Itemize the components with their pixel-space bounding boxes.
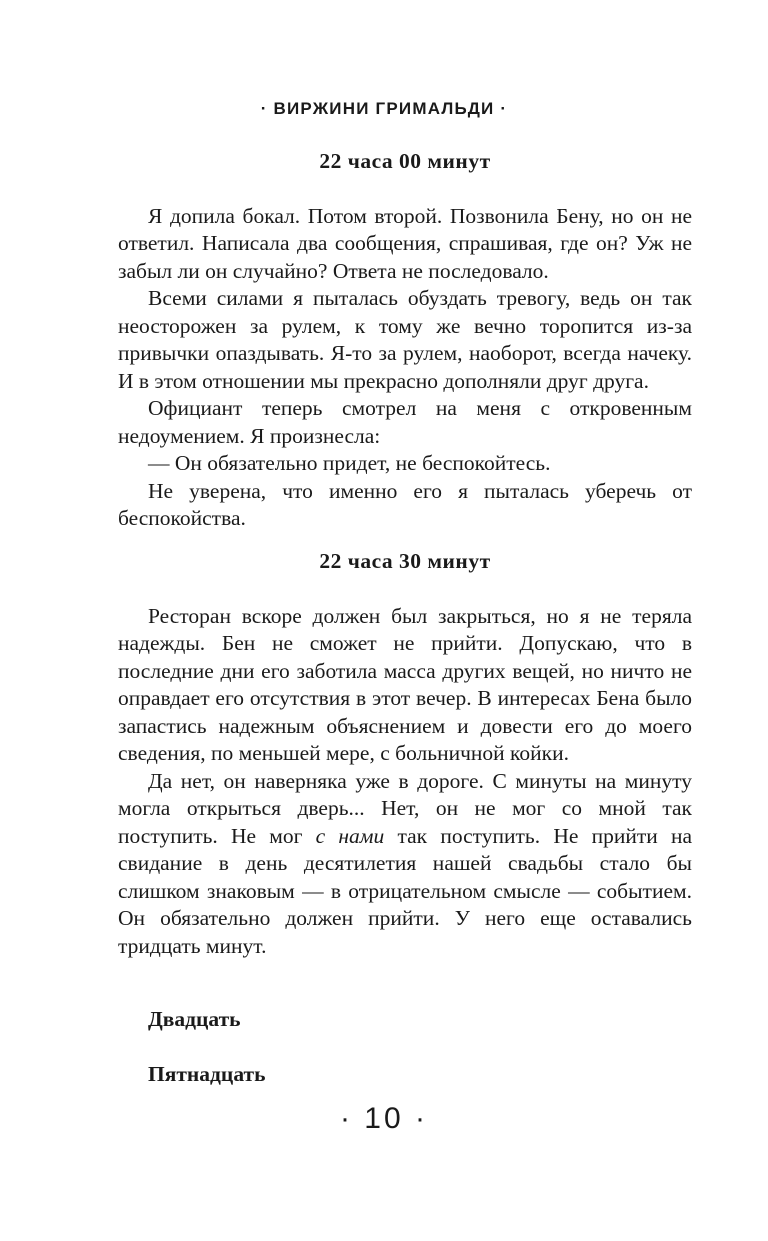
section-heading-22-30: 22 часа 30 минут <box>319 549 491 573</box>
paragraph: Я допила бокал. Потом второй. Позвонила Бену, но он не ответил. Написала два сообщения, спрашивая, где он? Уж не забыл ли он случайно? Ответа не последовало. <box>118 203 692 283</box>
paragraph: Официант теперь смотрел на меня с откровенным недоумением. Я произнесла: <box>118 396 692 448</box>
paragraph: Всеми силами я пыталась обуздать тревогу, ведь он так неосторожен за рулем, к тому же вечно торопится из-за привычки опаздывать. Я-то за рулем, наоборот, всегда начеку. И в этом отношении мы прекрасно дополняли друг друга. <box>118 286 692 393</box>
section-2 <box>118 548 692 960</box>
running-header: · ВИРЖИНИ ГРИМАЛЬДИ · <box>260 99 508 118</box>
countdown-fifteen: Пятнадцать <box>148 1062 266 1086</box>
text-run: Да нет, он наверняка уже в дороге. С минуты на минуту могла открыться дверь... Нет, он не мог со мной так поступить. Не мог <box>118 768 692 848</box>
paragraph <box>118 768 692 961</box>
paragraph: Не уверена, что именно его я пыталась уберечь от беспокойства. <box>118 478 692 530</box>
text-run: так поступить. Не прийти на свидание в день десятилетия нашей свадьбы стало бы слишком знаковым — в отрицательном смысле — событием. Он обязательно должен прийти. У него еще оставались тридцать минут. <box>118 823 693 958</box>
countdown-twenty: Двадцать <box>148 1007 241 1031</box>
section-1 <box>118 148 692 533</box>
dialogue-line: — Он обязательно придет, не беспокойтесь. <box>148 451 551 475</box>
section-heading-22-00: 22 часа 00 минут <box>319 149 491 173</box>
emphasis: с нами <box>315 823 385 848</box>
paragraph: Ресторан вскоре должен был закрыться, но я не теряла надежды. Бен не сможет не прийти. Допускаю, что в последние дни его заботила масса других вещей, но ничто не оправдает его отсутствия в этот вечер. В интересах Бена было запастись надежным объяснением и довести его до моего сведения, по меньшей мере, с больничной койки. <box>118 603 692 765</box>
page-number: · 10 · <box>339 1102 429 1135</box>
